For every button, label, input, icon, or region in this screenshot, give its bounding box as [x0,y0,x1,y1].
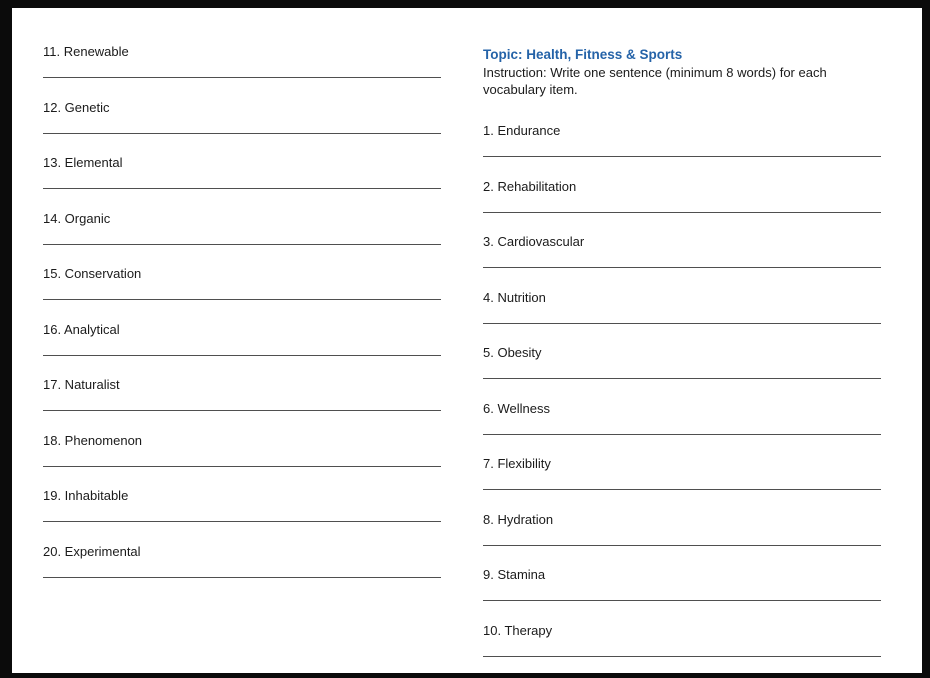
vocab-item-7 [483,456,881,512]
vocab-word-label: 15. Conservation [43,266,142,281]
answer-blank-line [483,489,881,490]
answer-blank-line [43,521,441,522]
vocab-word-label: 10. Therapy [483,622,553,638]
vocab-word-label: 11. Renewable [43,44,129,59]
vocab-word-label: 8. Hydration [483,511,554,527]
answer-blank-line [483,323,881,324]
vocab-item-6 [483,401,881,457]
vocab-item-19 [43,488,441,544]
vocab-item-10 [483,623,881,678]
topic-heading: Topic: Health, Fitness & Sports [483,47,683,62]
right-items-list [483,123,881,678]
vocab-item-17 [43,377,441,433]
vocab-item-16 [43,322,441,378]
vocab-word-label: 19. Inhabitable [43,488,129,503]
vocab-item-14 [43,211,441,267]
answer-blank-line [43,244,441,245]
vocab-word-label: 6. Wellness [483,400,550,416]
vocab-word-label: 13. Elemental [43,155,123,170]
vocab-word-label: 3. Cardiovascular [483,234,585,249]
vocab-item-5 [483,345,881,401]
vocab-item-20 [43,544,441,600]
vocab-word-label: 9. Stamina [483,567,546,582]
vocab-word-label: 16. Analytical [43,321,120,337]
vocab-word-label: 17. Naturalist [43,377,120,392]
vocab-item-13 [43,155,441,211]
vocab-word-label: 1. Endurance [483,123,561,138]
vocab-word-label: 4. Nutrition [483,289,546,305]
vocab-item-15 [43,266,441,322]
right-column [483,46,881,678]
vocab-item-3 [483,234,881,290]
vocab-word-label: 20. Experimental [43,543,141,559]
answer-blank-line [483,600,881,601]
answer-blank-line [43,299,441,300]
vocab-word-label: 2. Rehabilitation [483,178,577,194]
answer-blank-line [43,466,441,467]
answer-blank-line [483,545,881,546]
answer-blank-line [483,156,881,157]
answer-blank-line [483,378,881,379]
vocab-item-8 [483,512,881,568]
vocab-item-4 [483,290,881,346]
vocab-item-11 [43,44,441,100]
vocab-word-label: 14. Organic [43,210,111,226]
instruction-text: Instruction: Write one sentence (minimum 8 words) for each vocabulary item. [483,65,827,97]
vocab-item-9 [483,567,881,623]
left-column [43,44,441,599]
vocab-item-18 [43,433,441,489]
document-page [12,8,922,673]
vocab-item-12 [43,100,441,156]
answer-blank-line [43,577,441,578]
vocab-word-label: 18. Phenomenon [43,432,143,448]
vocab-word-label: 7. Flexibility [483,456,551,471]
answer-blank-line [483,212,881,213]
vocab-item-2 [483,179,881,235]
vocab-word-label: 12. Genetic [43,99,110,115]
vocab-item-1 [483,123,881,179]
answer-blank-line [43,355,441,356]
answer-blank-line [43,410,441,411]
answer-blank-line [43,133,441,134]
answer-blank-line [43,188,441,189]
answer-blank-line [483,434,881,435]
answer-blank-line [483,267,881,268]
vocab-word-label: 5. Obesity [483,345,542,360]
answer-blank-line [483,656,881,657]
answer-blank-line [43,77,441,78]
